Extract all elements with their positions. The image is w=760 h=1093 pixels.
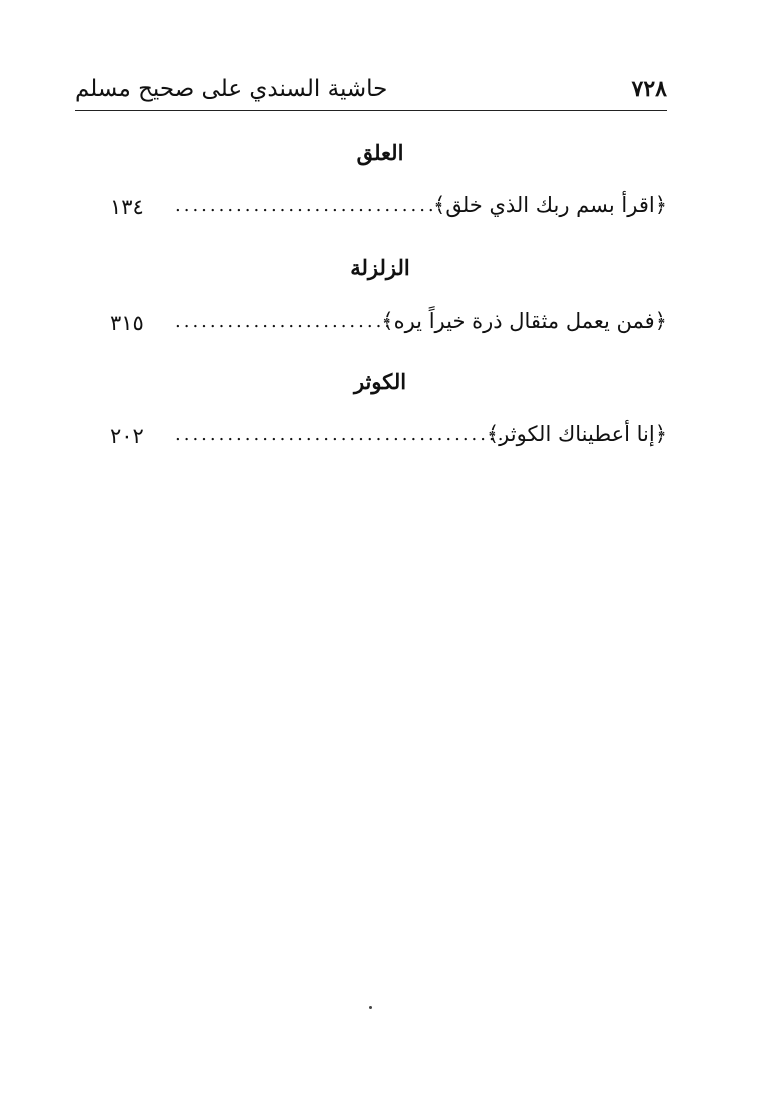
page-number: ٧٢٨ (631, 76, 667, 102)
scan-speck (369, 1006, 372, 1009)
index-entry (110, 422, 667, 456)
page-reference: ٢٠٢ (110, 424, 144, 448)
page-reference: ١٣٤ (110, 195, 144, 219)
dot-leader: ......................... (175, 311, 394, 332)
surah-heading: العلق (356, 140, 404, 165)
index-entry (110, 309, 667, 343)
surah-heading: الكوثر (353, 369, 407, 394)
running-header (75, 70, 667, 111)
surah-heading: الزلزلة (350, 255, 410, 280)
book-title: حاشية السندي على صحيح مسلم (75, 76, 388, 102)
verse-text: ﴿فمن يعمل مثقال ذرة خيراً يره﴾ (381, 309, 667, 333)
page-reference: ٣١٥ (110, 311, 144, 335)
index-entry (110, 193, 667, 227)
dot-leader: .............................. (175, 195, 437, 216)
verse-text: ﴿اقرأ بسم ربك الذي خلق﴾ (433, 193, 667, 217)
dot-leader: ...................................... (175, 424, 507, 445)
verse-text: ﴿إنا أعطيناك الكوثر﴾ (486, 422, 667, 446)
